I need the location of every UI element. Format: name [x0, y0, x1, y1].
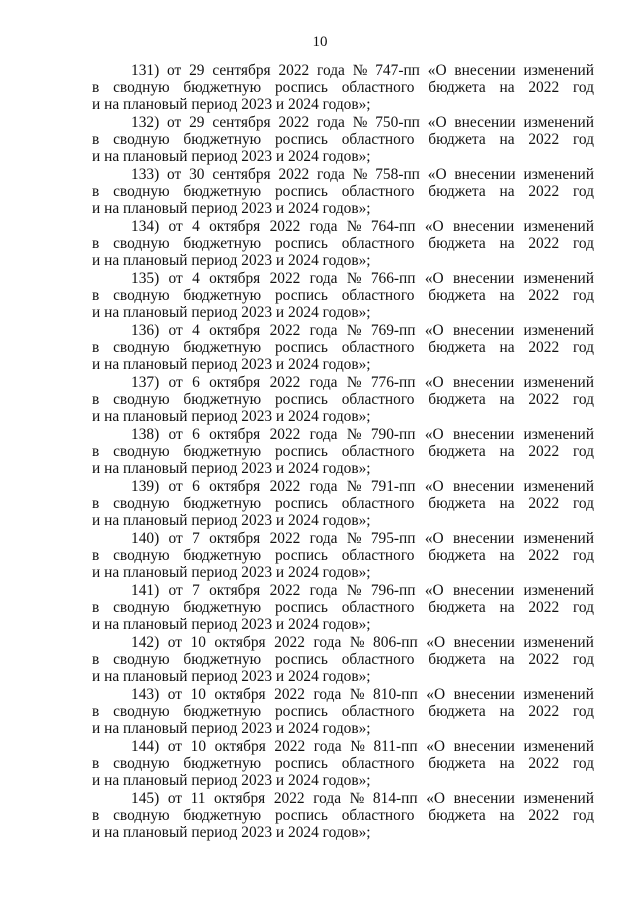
list-item-line: и на плановый период 2023 и 2024 годов»; [92, 96, 371, 114]
list-item-line: и на плановый период 2023 и 2024 годов»; [92, 252, 371, 270]
list-item-line: и на плановый период 2023 и 2024 годов»; [92, 720, 371, 738]
list-item-line: в сводную бюджетную роспись областного бюджета на 2022 год [92, 287, 594, 305]
list-item-line: в сводную бюджетную роспись областного бюджета на 2022 год [92, 495, 594, 513]
resolution-list [92, 62, 594, 842]
list-item [92, 530, 594, 582]
list-item-line: в сводную бюджетную роспись областного бюджета на 2022 год [92, 79, 594, 97]
list-item-line: и на плановый период 2023 и 2024 годов»; [92, 356, 371, 374]
list-item-line: и на плановый период 2023 и 2024 годов»; [92, 772, 371, 790]
list-item-line: в сводную бюджетную роспись областного бюджета на 2022 год [92, 599, 594, 617]
list-item-line: в сводную бюджетную роспись областного бюджета на 2022 год [92, 651, 594, 669]
list-item-line: 145) от 11 октября 2022 года № 814-пп «О внесении изменений [131, 790, 594, 807]
list-item-line: и на плановый период 2023 и 2024 годов»; [92, 616, 371, 634]
list-item [92, 686, 594, 738]
list-item-line: и на плановый период 2023 и 2024 годов»; [92, 460, 371, 478]
list-item [92, 270, 594, 322]
list-item-line: 132) от 29 сентября 2022 года № 750-пп «О внесении изменений [131, 114, 594, 131]
list-item [92, 62, 594, 114]
list-item-line: 142) от 10 октября 2022 года № 806-пп «О внесении изменений [131, 634, 594, 651]
list-item [92, 582, 594, 634]
list-item-line: 140) от 7 октября 2022 года № 795-пп «О внесении изменений [131, 530, 594, 547]
list-item-line: в сводную бюджетную роспись областного бюджета на 2022 год [92, 391, 594, 409]
list-item [92, 634, 594, 686]
list-item-line: 143) от 10 октября 2022 года № 810-пп «О внесении изменений [131, 686, 594, 703]
list-item-line: в сводную бюджетную роспись областного бюджета на 2022 год [92, 443, 594, 461]
list-item-line: 138) от 6 октября 2022 года № 790-пп «О внесении изменений [131, 426, 594, 443]
list-item-line: 141) от 7 октября 2022 года № 796-пп «О внесении изменений [131, 582, 594, 599]
list-item-line: 134) от 4 октября 2022 года № 764-пп «О внесении изменений [131, 218, 594, 235]
list-item [92, 426, 594, 478]
list-item-line: и на плановый период 2023 и 2024 годов»; [92, 200, 371, 218]
list-item-line: и на плановый период 2023 и 2024 годов»; [92, 304, 371, 322]
list-item-line: 131) от 29 сентября 2022 года № 747-пп «О внесении изменений [131, 62, 594, 79]
list-item [92, 478, 594, 530]
list-item-line: в сводную бюджетную роспись областного бюджета на 2022 год [92, 235, 594, 253]
list-item-line: и на плановый период 2023 и 2024 годов»; [92, 148, 371, 166]
list-item-line: 144) от 10 октября 2022 года № 811-пп «О внесении изменений [131, 738, 594, 755]
list-item-line: в сводную бюджетную роспись областного бюджета на 2022 год [92, 183, 594, 201]
list-item [92, 790, 594, 842]
list-item [92, 738, 594, 790]
list-item-line: 136) от 4 октября 2022 года № 769-пп «О внесении изменений [131, 322, 594, 339]
list-item [92, 166, 594, 218]
list-item-line: в сводную бюджетную роспись областного бюджета на 2022 год [92, 131, 594, 149]
list-item-line: в сводную бюджетную роспись областного бюджета на 2022 год [92, 807, 594, 825]
list-item-line: в сводную бюджетную роспись областного бюджета на 2022 год [92, 339, 594, 357]
list-item-line: в сводную бюджетную роспись областного бюджета на 2022 год [92, 703, 594, 721]
list-item-line: 133) от 30 сентября 2022 года № 758-пп «О внесении изменений [131, 166, 594, 183]
list-item-line: в сводную бюджетную роспись областного бюджета на 2022 год [92, 547, 594, 565]
list-item-line: и на плановый период 2023 и 2024 годов»; [92, 824, 371, 842]
page-number: 10 [312, 34, 328, 50]
list-item [92, 218, 594, 270]
list-item-line: 135) от 4 октября 2022 года № 766-пп «О внесении изменений [131, 270, 594, 287]
list-item [92, 114, 594, 166]
list-item [92, 322, 594, 374]
list-item-line: и на плановый период 2023 и 2024 годов»; [92, 668, 371, 686]
list-item-line: 139) от 6 октября 2022 года № 791-пп «О внесении изменений [131, 478, 594, 495]
list-item-line: в сводную бюджетную роспись областного бюджета на 2022 год [92, 755, 594, 773]
list-item-line: и на плановый период 2023 и 2024 годов»; [92, 408, 371, 426]
list-item [92, 374, 594, 426]
list-item-line: и на плановый период 2023 и 2024 годов»; [92, 512, 371, 530]
list-item-line: 137) от 6 октября 2022 года № 776-пп «О внесении изменений [131, 374, 594, 391]
list-item-line: и на плановый период 2023 и 2024 годов»; [92, 564, 371, 582]
